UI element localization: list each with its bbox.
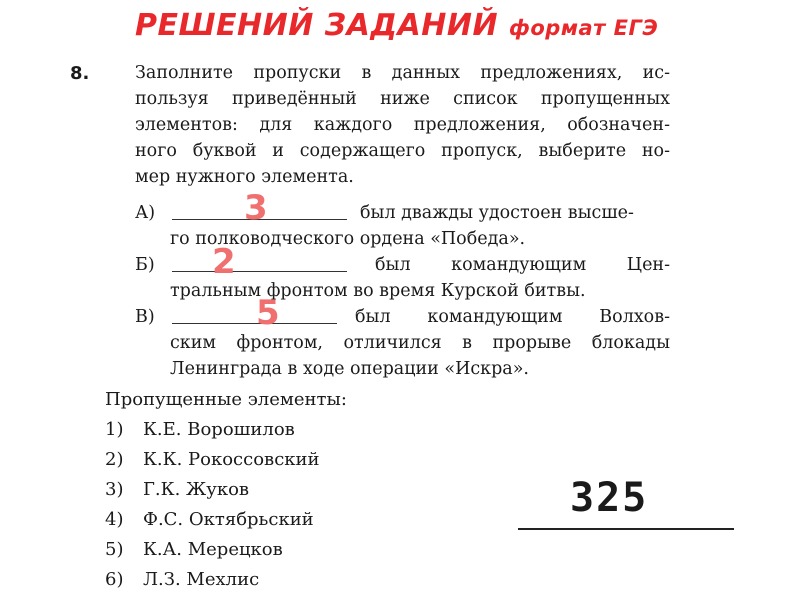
instruction-line: Заполните пропуски в данных предложениях, ис- [135, 63, 670, 83]
option-text: Г.К. Жуков [143, 479, 250, 500]
handwritten-answer-v: 5 [256, 293, 280, 333]
page-title [135, 8, 658, 43]
answer-underline [518, 528, 734, 530]
instruction-line: мер нужного элемента. [135, 167, 354, 187]
final-answer: 325 [570, 475, 649, 521]
sentence-letter-b: Б) [135, 255, 155, 275]
option-number: 6) [105, 569, 124, 590]
option-text: Ф.С. Октябрьский [143, 509, 314, 530]
handwritten-answer-a: 3 [244, 188, 268, 228]
answer-blank-b [172, 271, 347, 272]
sentence-v-text: был командующим Волхов- [355, 307, 670, 327]
title-format: формат ЕГЭ [509, 16, 659, 40]
sentence-b-text: был командующим Цен- [375, 255, 670, 275]
option-text: К.Е. Ворошилов [143, 419, 295, 440]
list-item [105, 537, 283, 563]
handwritten-answer-b: 2 [212, 242, 236, 282]
instruction-line: пользуя приведённый ниже список пропущенных [135, 89, 670, 109]
task-number: 8. [70, 63, 90, 84]
option-text: Л.З. Мехлис [143, 569, 260, 590]
options-heading: Пропущенные элементы: [105, 389, 347, 410]
title-main: РЕШЕНИЙ ЗАДАНИЙ [135, 8, 499, 43]
option-number: 1) [105, 419, 124, 440]
option-number: 2) [105, 449, 124, 470]
option-number: 3) [105, 479, 124, 500]
sentence-a-text: го полководческого ордена «Победа». [170, 229, 526, 249]
option-number: 4) [105, 509, 124, 530]
sentence-letter-a: А) [135, 203, 156, 223]
option-text: К.А. Мерецков [143, 539, 283, 560]
list-item [105, 477, 249, 503]
list-item [105, 417, 295, 443]
list-item [105, 447, 320, 473]
instruction-line: элементов: для каждого предложения, обозначен- [135, 115, 670, 135]
answer-blank-v [172, 323, 337, 324]
sentence-letter-v: В) [135, 307, 155, 327]
instruction-line: ного буквой и содержащего пропуск, выберите но- [135, 141, 670, 161]
option-text: К.К. Рокоссовский [143, 449, 320, 470]
sentence-a-text: был дважды удостоен высше- [360, 203, 634, 223]
sentence-v-text: Ленинграда в ходе операции «Искра». [170, 359, 529, 379]
sentence-v-text: ским фронтом, отличился в прорыве блокады [170, 333, 670, 353]
option-number: 5) [105, 539, 124, 560]
list-item [105, 507, 314, 533]
list-item [105, 567, 259, 593]
sentence-b-text: тральным фронтом во время Курской битвы. [170, 281, 586, 301]
